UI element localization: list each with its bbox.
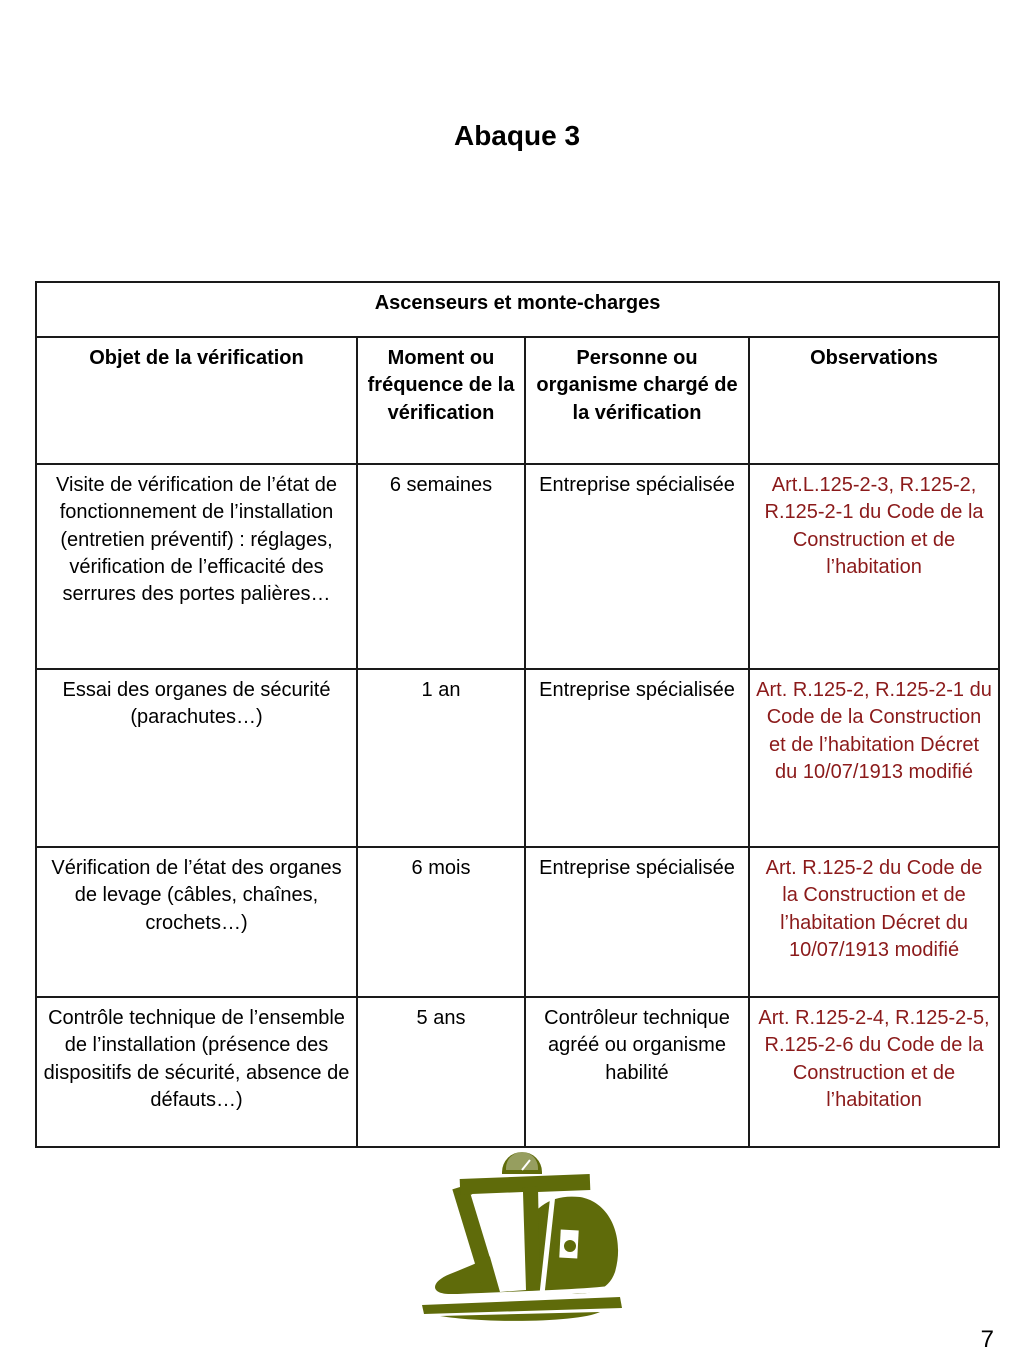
cell-personne: Entreprise spécialisée — [525, 464, 749, 669]
cell-objet: Contrôle technique de l’ensemble de l’installation (présence des dispositifs de sécurité, absence de défauts…) — [36, 997, 357, 1147]
page-title: Abaque 3 — [453, 120, 581, 151]
cell-observations: Art. R.125-2, R.125-2-1 du Code de la Construction et de l’habitation Décret du 10/07/1913 modifié — [749, 669, 999, 847]
cell-observations: Art. R.125-2-4, R.125-2-5, R.125-2-6 du Code de la Construction et de l’habitation — [749, 997, 999, 1147]
cell-observations: Art.L.125-2-3, R.125-2, R.125-2-1 du Code de la Construction et de l’habitation — [749, 464, 999, 669]
cell-personne: Entreprise spécialisée — [525, 669, 749, 847]
table-row — [36, 847, 999, 997]
table-header-row — [36, 337, 999, 464]
table-row — [36, 464, 999, 669]
cell-observations: Art. R.125-2 du Code de la Construction et de l’habitation Décret du 10/07/1913 modifié — [749, 847, 999, 997]
table-caption: Ascenseurs et monte-charges — [36, 282, 999, 337]
table-caption-row — [36, 282, 999, 337]
cell-personne: Entreprise spécialisée — [525, 847, 749, 997]
cell-frequence: 6 semaines — [357, 464, 525, 669]
cell-frequence: 1 an — [357, 669, 525, 847]
cell-frequence: 6 mois — [357, 847, 525, 997]
header-observations: Observations — [749, 337, 999, 464]
table-row — [36, 669, 999, 847]
header-frequence: Moment ou fréquence de la vérification — [357, 337, 525, 464]
table-row — [36, 997, 999, 1147]
verification-table — [35, 281, 1000, 1148]
cell-objet: Visite de vérification de l’état de fonctionnement de l’installation (entretien préventif) : réglages, vérification de l’efficacité des serrures des portes palières… — [36, 464, 357, 669]
header-personne: Personne ou organisme chargé de la vérification — [525, 337, 749, 464]
cell-objet: Essai des organes de sécurité (parachutes…) — [36, 669, 357, 847]
verification-table-container — [35, 281, 998, 1148]
cell-personne: Contrôleur technique agréé ou organisme habilité — [525, 997, 749, 1147]
cell-objet: Vérification de l’état des organes de levage (câbles, chaînes, crochets…) — [36, 847, 357, 997]
header-objet: Objet de la vérification — [36, 337, 357, 464]
page-number: 7 — [980, 1326, 994, 1353]
cell-frequence: 5 ans — [357, 997, 525, 1147]
scale-weighing-icon — [410, 1142, 635, 1322]
